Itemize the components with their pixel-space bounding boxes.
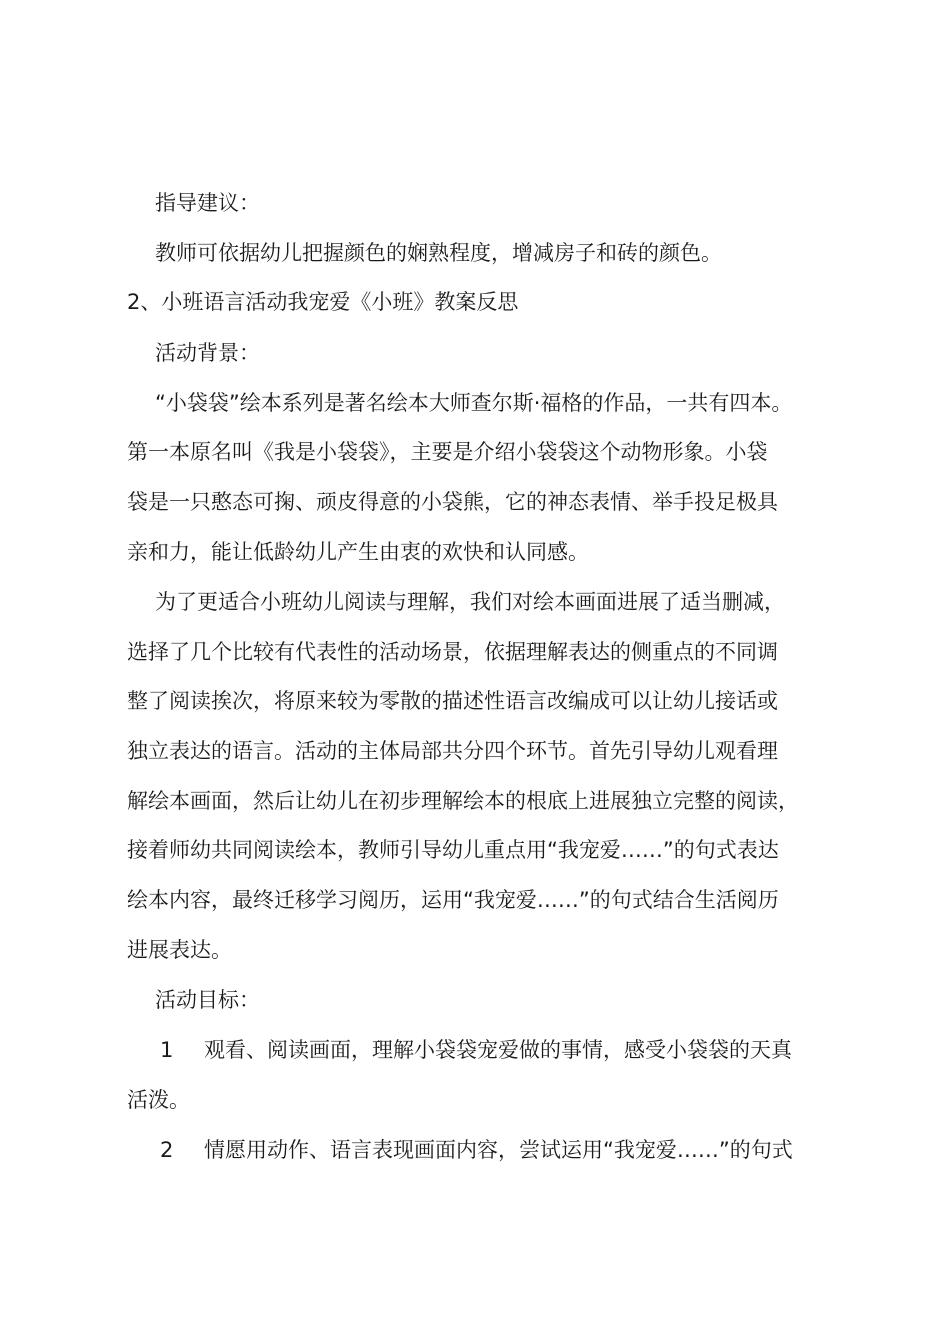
section-title: 2、小班语言活动我宠爱《小班》教案反思	[127, 290, 519, 314]
paragraph-line: “小袋袋”绘本系列是著名绘本大师查尔斯·福格的作品，一共有四本。	[155, 391, 793, 415]
background-heading: 活动背景：	[155, 341, 260, 365]
paragraph-line: 绘本内容，最终迁移学习阅历，运用“我宠爱……”的句式结合生活阅历	[127, 888, 779, 912]
paragraph-line: 解绘本画面，然后让幼儿在初步理解绘本的根底上进展独立完整的阅读，	[127, 789, 799, 813]
paragraph-line: 整了阅读挨次，将原来较为零散的描述性语言改编成可以让幼儿接话或	[127, 689, 778, 713]
paragraph-line: 独立表达的语言。活动的主体局部共分四个环节。首先引导幼儿观看理	[127, 739, 778, 763]
goal-item	[160, 1035, 792, 1065]
paragraph-line: 选择了几个比较有代表性的活动场景，依据理解表达的侧重点的不同调	[127, 640, 778, 664]
goal-continuation: 活泼。	[127, 1088, 190, 1112]
paragraph-line: 为了更适合小班幼儿阅读与理解，我们对绘本画面进展了适当删减，	[155, 590, 785, 614]
paragraph-line: 袋是一只憨态可掬、顽皮得意的小袋熊，它的神态表情、举手投足极具	[127, 490, 778, 514]
paragraph-line: 接着师幼共同阅读绘本，教师引导幼儿重点用“我宠爱……”的句式表达	[127, 838, 779, 862]
paragraph-line: 进展表达。	[127, 938, 232, 962]
paragraph-line: 第一本原名叫《我是小袋袋》，主要是介绍小袋袋这个动物形象。小袋	[127, 440, 768, 464]
goal-item	[160, 1135, 793, 1165]
guidance-heading: 指导建议：	[155, 191, 260, 215]
goal-text: 情愿用动作、语言表现画面内容，尝试运用“我宠爱……”的句式	[204, 1138, 793, 1162]
guidance-text: 教师可依据幼儿把握颜色的娴熟程度，增减房子和砖的颜色。	[155, 241, 722, 265]
goal-number: 2	[160, 1138, 174, 1162]
paragraph-line: 亲和力，能让低龄幼儿产生由衷的欢快和认同感。	[127, 540, 589, 564]
goals-heading: 活动目标：	[155, 988, 260, 1012]
goal-number: 1	[160, 1038, 174, 1062]
goal-text: 观看、阅读画面，理解小袋袋宠爱做的事情，感受小袋袋的天真	[204, 1038, 792, 1062]
